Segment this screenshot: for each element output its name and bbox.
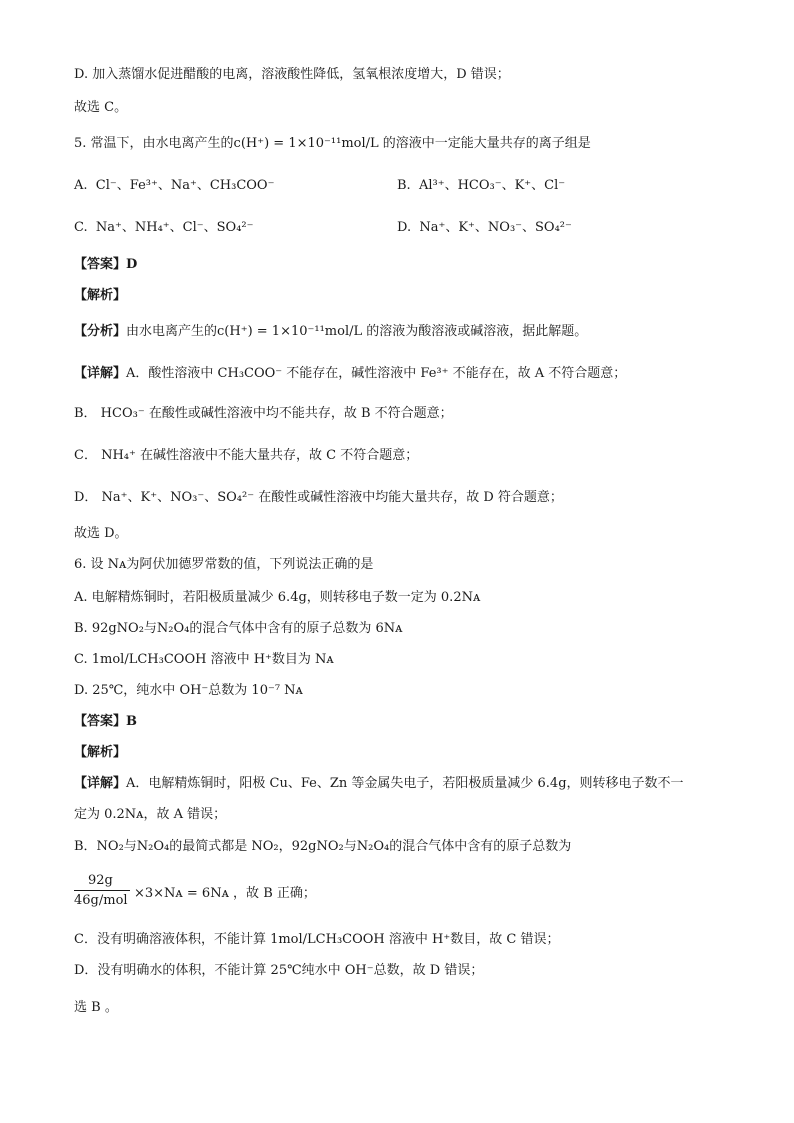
q6-option-a: [74, 589, 480, 607]
option-label: C.: [74, 220, 88, 235]
option-text: Cl⁻、Fe³⁺、Na⁺、CH₃COO⁻: [95, 178, 275, 193]
fenxi-equation: (H⁺) = 1×10⁻¹¹mol/L: [224, 324, 363, 339]
xiangjie-text: C． NH₄⁺ 在碱性溶液中不能大量共存，故 C 不符合题意；: [74, 448, 419, 463]
xiangjie-text: A．酸性溶液中 CH₃COO⁻ 不能存在，碱性溶液中 Fe³⁺ 不能存在，故 A 不符合题意；: [126, 366, 627, 381]
xiangjie-text: A．电解精炼铜时，阳极 Cu、Fe、Zn 等金属失电子，若阳极质量减少 6.4g，则转移电子数不一: [126, 776, 684, 791]
q5-equation: (H⁺) = 1×10⁻¹¹mol/L: [240, 136, 379, 151]
analysis-5-heading: [74, 287, 126, 305]
option-d: [397, 219, 572, 237]
answer-label: 【答案】B: [74, 714, 137, 729]
option-text: D. 25℃，纯水中 OH⁻总数为 10⁻⁷ Nᴀ: [74, 683, 303, 698]
question-6-stem: [74, 556, 373, 574]
select-6: [74, 999, 118, 1017]
xiangjie-label: 【详解】: [74, 776, 127, 791]
text-line: [74, 66, 510, 84]
xiangjie-text: 定为 0.2Nᴀ，故 A 错误；: [74, 807, 227, 822]
xiangjie-6-b1: [74, 838, 571, 856]
xiangjie-label: 【详解】: [74, 366, 127, 381]
fenxi-post: 的溶液为酸溶液或碱溶液，据此解题。: [362, 324, 588, 339]
xiangjie-text: C．没有明确溶液体积，不能计算 1mol/LCH₃COOH 溶液中 H⁺数目，故 C 错误；: [74, 932, 560, 947]
select-5: [74, 525, 128, 543]
option-label: A.: [74, 178, 88, 193]
option-a: [74, 177, 274, 195]
option-text: Al³⁺、HCO₃⁻、K⁺、Cl⁻: [418, 178, 566, 193]
analysis-label: 【解析】: [74, 288, 127, 303]
fraction-numerator: 92g: [88, 873, 113, 888]
xiangjie-5-d: [74, 489, 563, 507]
xiangjie-text: B．NO₂与N₂O₄的最简式都是 NO₂，92gNO₂与N₂O₄的混合气体中含有的原子总数为: [74, 839, 572, 854]
select-text: 故选 D。: [74, 526, 128, 541]
xiangjie-6-a1: [74, 775, 684, 793]
option-c: [74, 219, 253, 237]
answer-5: [74, 256, 137, 274]
xiangjie-5-b: [74, 405, 453, 423]
text-line: [74, 99, 127, 117]
fraction-rest: ×3×Nᴀ = 6Nᴀ ，故 B 正确；: [134, 886, 316, 901]
q6-option-d: [74, 682, 303, 700]
option-text: Na⁺、K⁺、NO₃⁻、SO₄²⁻: [419, 220, 572, 235]
fraction-bar: [74, 890, 130, 891]
answer-6: [74, 713, 137, 731]
xiangjie-text: D． Na⁺、K⁺、NO₃⁻、SO₄²⁻ 在酸性或碱性溶液中均能大量共存，故 D 符合题意；: [74, 490, 563, 505]
xiangjie-5-a: [74, 365, 626, 383]
fenxi-pre: 由水电离产生的c: [126, 324, 225, 339]
fenxi-5: [74, 323, 587, 341]
option-text: B. 92gNO₂与N₂O₄的混合气体中含有的原子总数为 6Nᴀ: [74, 621, 403, 636]
q6-option-c: [74, 651, 334, 669]
option-text: A. 电解精炼铜时，若阳极质量减少 6.4g，则转移电子数一定为 0.2Nᴀ: [74, 590, 481, 605]
q6-option-b: [74, 620, 403, 638]
fraction-denominator: 46g/mol: [74, 893, 128, 908]
question-5-stem: [74, 135, 591, 153]
q5-post: 的溶液中一定能大量共存的离子组是: [378, 136, 591, 151]
select-text: 选 B 。: [74, 1000, 118, 1015]
option-text: C. 1mol/LCH₃COOH 溶液中 H⁺数目为 Nᴀ: [74, 652, 334, 667]
analysis-6-heading: [74, 744, 126, 762]
fenxi-label: 【分析】: [74, 324, 127, 339]
q6-text: 6. 设 Nᴀ为阿伏加德罗常数的值，下列说法正确的是: [74, 557, 374, 572]
xiangjie-text: D．没有明确水的体积，不能计算 25℃纯水中 OH⁻总数，故 D 错误；: [74, 963, 484, 978]
xiangjie-text: B． HCO₃⁻ 在酸性或碱性溶液中均不能共存，故 B 不符合题意；: [74, 406, 453, 421]
option-label: B.: [397, 178, 411, 193]
xiangjie-5-c: [74, 447, 418, 465]
xiangjie-6-c: [74, 931, 559, 949]
analysis-d-text: D. 加入蒸馏水促进醋酸的电离，溶液酸性降低，氢氧根浓度增大，D 错误；: [74, 67, 510, 82]
analysis-label: 【解析】: [74, 745, 127, 760]
option-b: [397, 177, 565, 195]
answer-choice-text: 故选 C。: [74, 100, 128, 115]
xiangjie-6-d: [74, 962, 483, 980]
option-label: D.: [397, 220, 412, 235]
q5-pre: 5. 常温下，由水电离产生的c: [74, 136, 241, 151]
xiangjie-6-a2: [74, 806, 226, 824]
answer-label: 【答案】D: [74, 257, 138, 272]
option-text: Na⁺、NH₄⁺、Cl⁻、SO₄²⁻: [95, 220, 254, 235]
